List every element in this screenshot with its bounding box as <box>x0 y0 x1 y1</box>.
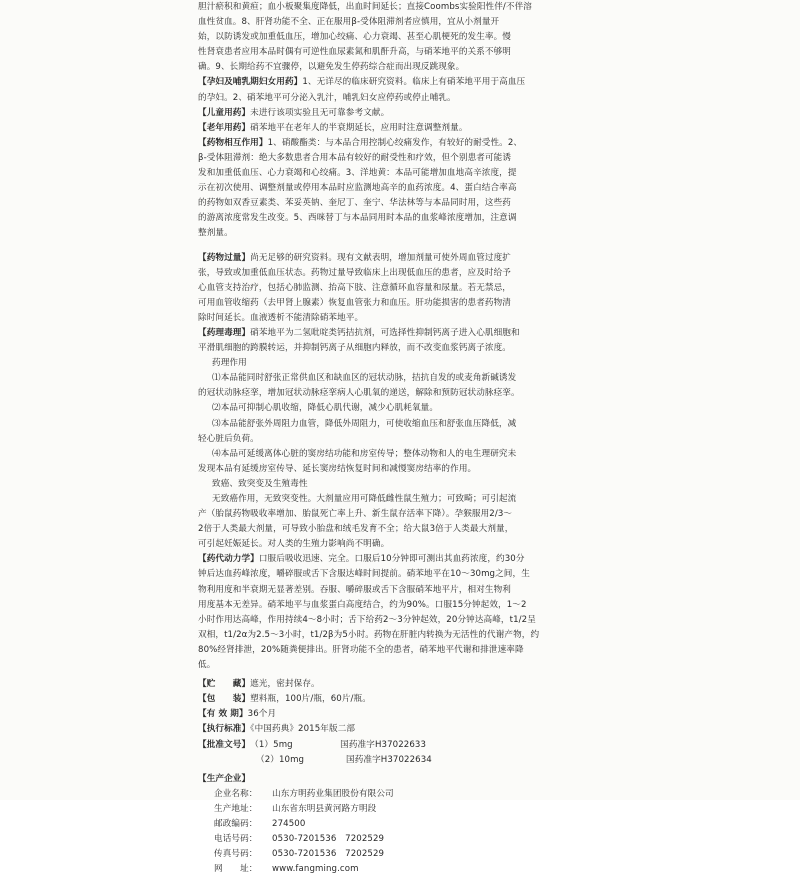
text-line: 整剂量。 <box>198 228 233 239</box>
section-label: 【老年用药】 <box>198 122 251 133</box>
approval-number: 国药准字H37022634 <box>346 754 432 765</box>
text-line: 物利用度和半衰期无显著差别。吞服、嚼碎服或舌下含服硝苯地平片，相对生物利 <box>198 584 511 595</box>
text-line: 钟后达血药峰浓度，嚼碎服或舌下含服达峰时间提前。硝苯地平在10～30mg之间，生 <box>198 569 530 580</box>
section-label: 【生产企业】 <box>198 773 251 784</box>
section-pregnancy <box>198 75 594 105</box>
text-line: ⑷本品可延缓离体心脏的窦房结功能和房室传导；整体动物和人的电生理研究未 <box>212 448 517 459</box>
text-line: 双相，t1/2α为2.5～3小时，t1/2β为5小时。药物在肝脏内转换为无活性的代谢产物，约 <box>198 629 540 640</box>
section-elderly <box>198 121 594 136</box>
company-field-value: 山东省东明县黄河路方明段 <box>272 803 377 814</box>
text-line: 的游离浓度常发生改变。5、西咪替丁与本品同用时本品的血浆峰浓度增加，注意调 <box>198 213 517 224</box>
text-line: 轻心脏后负荷。 <box>198 433 259 444</box>
section-label: 【有 效 期】 <box>198 709 248 720</box>
section-label: 【药物过量】 <box>198 252 251 263</box>
text-line: 始，以防诱发或加重低血压，增加心绞痛、心力衰竭、甚至心肌梗死的发生率。慢 <box>198 32 511 43</box>
section-label: 【贮 藏】 <box>198 679 251 690</box>
text-line: 平滑肌细胞的跨膜转运，并抑制钙离子从细胞内释放，而不改变血浆钙离子浓度。 <box>198 343 511 354</box>
text-line: 口服后吸收迅速、完全。口服后10分钟即可测出其血药浓度，约30分 <box>258 554 525 565</box>
text-line: 产（胎鼠药物吸收率增加、胎鼠死亡率上升、新生鼠存活率下降）。孕猴服用2/3～ <box>198 509 513 520</box>
text-line: 硝苯地平为二氢吡啶类钙拮抗剂，可选择性抑制钙离子进入心肌细胞和 <box>250 327 520 338</box>
approval-spec: （2）10mg <box>256 754 305 765</box>
section-label: 【药物相互作用】 <box>198 137 268 148</box>
section-label: 【孕妇及哺乳期妇女用药】 <box>198 77 303 88</box>
section-pharmacokinetics <box>198 552 594 673</box>
adverse-reactions-continued <box>198 0 594 75</box>
text-line: 硝苯地平在老年人的半衰期延长，应用时注意调整剂量。 <box>250 122 468 133</box>
company-field-value: 0530-7201536 7202529 <box>272 849 385 860</box>
text-line: 用度基本无差异。硝苯地平与血浆蛋白高度结合，约为90%。口服15分钟起效，1～2 <box>198 599 527 610</box>
section-standard <box>198 722 594 737</box>
section-pharmacology <box>198 326 594 552</box>
section-label: 【执行标准】 <box>198 724 251 735</box>
text-line: β-受体阻滞剂：绝大多数患者合用本品有较好的耐受性和疗效，但个别患者可能诱 <box>198 152 512 163</box>
text-line: 80%经肾排泄，20%随粪便排出。肝肾功能不全的患者，硝苯地平代谢和排泄速率降 <box>198 644 524 655</box>
text-line: 尚无足够的研究资料。现有文献表明，增加剂量可使外周血管过度扩 <box>250 252 511 263</box>
section-interactions <box>198 136 594 242</box>
section-label: 【包 装】 <box>198 694 251 705</box>
package-insert <box>198 0 594 875</box>
text-line: 1、无详尽的临床研究资料。临床上有硝苯地平用于高血压 <box>302 77 526 88</box>
section-overdose <box>198 251 594 326</box>
text-line: ⑵本品可抑制心肌收缩，降低心肌代谢，减少心肌耗氧量。 <box>212 403 439 414</box>
text-line: 胆汁瘀积和黄疸；血小板聚集度降低，出血时间延长；直接Coombs实验阳性伴/不伴溶 <box>198 2 533 12</box>
text-line: 示在初次使用、调整剂量或停用本品时应监测地高辛的血药浓度。4、蛋白结合率高 <box>198 183 517 194</box>
text-line: 未进行该项实验且无可靠参考文献。 <box>250 107 390 118</box>
text-line: ⑶本品能舒张外周阻力血管，降低外周阻力，可使收缩血压和舒张血压降低，减 <box>212 418 517 429</box>
company-field-value: 山东方明药业集团股份有限公司 <box>272 788 394 799</box>
text-line: 遮光，密封保存。 <box>250 679 320 690</box>
text-line: 2倍于人类最大剂量，可导致小胎盘和绒毛发育不全；给大鼠3倍于人类最大剂量， <box>198 524 514 535</box>
section-storage <box>198 677 594 692</box>
section-label: 【批准文号】 <box>198 739 251 750</box>
company-field-label: 邮政编码： <box>214 818 258 829</box>
text-line: 小时作用达高峰，作用持续4～8小时；舌下给药2～3分钟起效，20分钟达高峰，t1/2呈 <box>198 614 536 625</box>
text-line: 低。 <box>198 660 216 671</box>
section-company <box>198 772 594 877</box>
section-label: 【药理毒理】 <box>198 327 251 338</box>
text-line: 可引起妊娠延长。对人类的生殖力影响尚不明确。 <box>198 539 390 550</box>
text-line: 除时间延长。血液透析不能清除硝苯地平。 <box>198 312 364 323</box>
company-website: www.fangming.com <box>272 864 359 875</box>
text-line: 确。9、长期给药不宜骤停，以避免发生停药综合症而出现反跳现象。 <box>198 62 465 73</box>
section-label: 【儿童用药】 <box>198 107 251 118</box>
section-package <box>198 692 594 707</box>
text-line: 张，导致或加重低血压状态。药物过量导致临床上出现低血压的患者，应及时给予 <box>198 267 511 278</box>
company-field-label: 电话号码： <box>214 834 258 845</box>
company-field-value: 274500 <box>272 818 306 829</box>
text-line: 的孕妇。2、硝苯地平可分泌入乳汁，哺乳妇女应停药或停止哺乳。 <box>198 92 456 103</box>
text-line: 的冠状动脉痉挛，增加冠状动脉痉挛病人心肌氧的递送，解除和预防冠状动脉痉挛。 <box>198 388 520 399</box>
text-line: 1、硝酸酯类：与本品合用控制心绞痛发作，有较好的耐受性。2、 <box>267 137 523 148</box>
text-line: 塑料瓶，100片/瓶，60片/瓶。 <box>250 694 371 705</box>
text-line: 发现本品有延缓房室传导、延长窦房结恢复时间和减慢窦房结率的作用。 <box>198 463 477 474</box>
text-line: 《中国药典》2015年版二部 <box>250 724 356 735</box>
text-line: ⑴本品能同时舒张正常供血区和缺血区的冠状动脉，拮抗自发的或麦角新碱诱发 <box>212 373 517 384</box>
text-line: 无致癌作用，无致突变性。大剂量应用可降低雌性鼠生殖力；可致畸；可引起流 <box>212 494 517 504</box>
text-line: 发和加重低血压、心力衰竭和心绞痛。3、洋地黄：本品可能增加血地高辛浓度，提 <box>198 168 517 179</box>
section-label: 【药代动力学】 <box>198 554 259 565</box>
section-validity <box>198 707 594 722</box>
subsection-title: 致癌、致突变及生殖毒性 <box>212 478 308 489</box>
text-line: 心血管支持治疗，包括心肺监测、抬高下肢、注意循环血容量和尿量。若无禁忌， <box>198 282 511 293</box>
section-approval <box>198 738 594 768</box>
text-line: 血性贫血。8、肝肾功能不全、正在服用β-受体阻滞剂者应慎用，宜从小剂量开 <box>198 17 500 28</box>
approval-number: 国药准字H37022633 <box>340 739 427 750</box>
company-field-label: 企业名称： <box>214 788 258 799</box>
approval-spec: （1）5mg <box>250 739 293 750</box>
company-field-value: 0530-7201536 7202529 <box>272 834 385 845</box>
company-field-label: 传真号码： <box>214 849 258 860</box>
section-children <box>198 106 594 121</box>
text-line: 性肾衰患者应用本品时偶有可逆性血尿素氮和肌酐升高，与硝苯地平的关系不够明 <box>198 47 511 58</box>
text-line: 可用血管收缩药（去甲肾上腺素）恢复血管张力和血压。肝功能损害的患者药物清 <box>198 297 511 308</box>
text-line: 36个月 <box>247 709 277 720</box>
text-line: 的药物如双香豆素类、苯妥英钠、奎尼丁、奎宁、华法林等与本品同时用，这些药 <box>198 198 511 209</box>
subsection-title: 药理作用 <box>212 358 247 369</box>
company-field-label: 生产地址： <box>214 803 258 814</box>
company-field-label: 网 址： <box>214 864 258 875</box>
